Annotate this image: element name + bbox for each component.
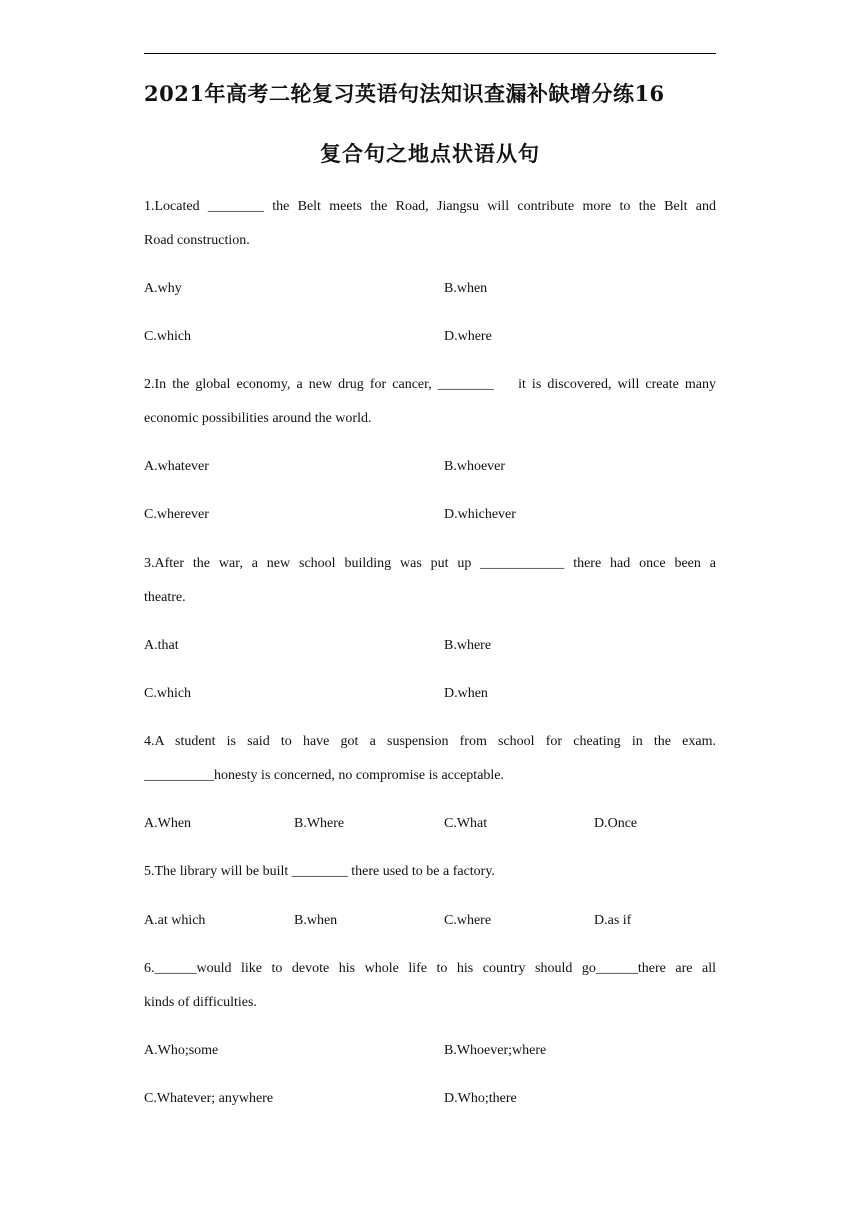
question-1-option-b[interactable]: B.when (444, 281, 488, 296)
question-3-options-row-2 (144, 684, 716, 704)
question-6-option-b[interactable]: B.Whoever;where (444, 1043, 547, 1058)
question-5 (144, 855, 716, 889)
question-5-option-c[interactable]: C.where (444, 913, 492, 928)
question-3-option-a[interactable]: A.that (144, 638, 179, 653)
question-3-options-row-1 (144, 636, 716, 656)
question-2-stem-line-2: economic possibilities around the world. (144, 411, 372, 426)
question-2-options-row-2 (144, 505, 716, 525)
question-1-option-c[interactable]: C.which (144, 329, 192, 344)
question-3 (144, 547, 716, 615)
question-2 (144, 368, 716, 436)
question-4-options-row (144, 814, 716, 834)
question-1 (144, 190, 716, 258)
question-6-options-row-2 (144, 1089, 716, 1109)
question-4-option-a[interactable]: A.When (144, 816, 192, 831)
question-2-stem-line-1: 2.In the global economy, a new drug for cancer, ________ it is discovered, will create many (144, 377, 716, 392)
question-5-options-row (144, 911, 716, 931)
question-5-option-d[interactable]: D.as if (594, 913, 632, 928)
question-2-options-row-1 (144, 457, 716, 477)
question-5-stem-line-1: 5.The library will be built ________ there used to be a factory. (144, 864, 495, 879)
question-5-option-a[interactable]: A.at which (144, 913, 206, 928)
question-4-option-d[interactable]: D.Once (594, 816, 638, 831)
question-1-stem-line-2: Road construction. (144, 233, 250, 248)
question-6-options-row-1 (144, 1041, 716, 1061)
question-3-stem-line-1: 3.After the war, a new school building was put up ____________ there had once been a (144, 556, 716, 571)
question-6-stem-line-2: kinds of difficulties. (144, 995, 257, 1010)
question-4-option-c[interactable]: C.What (444, 816, 488, 831)
question-3-option-c[interactable]: C.which (144, 686, 192, 701)
question-1-options-row-1 (144, 279, 716, 299)
question-6-option-d[interactable]: D.Who;there (444, 1091, 517, 1106)
question-3-option-b[interactable]: B.where (444, 638, 492, 653)
question-4 (144, 725, 716, 793)
question-6-option-a[interactable]: A.Who;some (144, 1043, 219, 1058)
question-6-stem-line-1: 6.______would like to devote his whole life to his country should go______there are all (144, 961, 716, 976)
document-subtitle: 复合句之地点状语从句 (320, 141, 540, 166)
question-2-option-c[interactable]: C.wherever (144, 507, 209, 522)
question-4-option-b[interactable]: B.Where (294, 816, 345, 831)
question-2-option-b[interactable]: B.whoever (444, 459, 506, 474)
question-1-option-d[interactable]: D.where (444, 329, 492, 344)
question-3-option-d[interactable]: D.when (444, 686, 488, 701)
question-2-option-a[interactable]: A.whatever (144, 459, 209, 474)
question-4-stem-line-1: 4.A student is said to have got a suspension from school for cheating in the exam. (144, 734, 716, 749)
question-2-option-d[interactable]: D.whichever (444, 507, 516, 522)
question-6 (144, 952, 716, 1020)
document-title: 2021年高考二轮复习英语句法知识查漏补缺增分练16 (144, 81, 665, 106)
question-1-options-row-2 (144, 327, 716, 347)
question-3-stem-line-2: theatre. (144, 590, 186, 605)
question-1-option-a[interactable]: A.why (144, 281, 182, 296)
question-6-option-c[interactable]: C.Whatever; anywhere (144, 1091, 274, 1106)
question-5-option-b[interactable]: B.when (294, 913, 338, 928)
header-rule (144, 53, 716, 54)
question-1-stem-line-1: 1.Located ________ the Belt meets the Road, Jiangsu will contribute more to the Belt and (144, 199, 716, 214)
question-4-stem-line-2: __________honesty is concerned, no compromise is acceptable. (144, 768, 505, 783)
